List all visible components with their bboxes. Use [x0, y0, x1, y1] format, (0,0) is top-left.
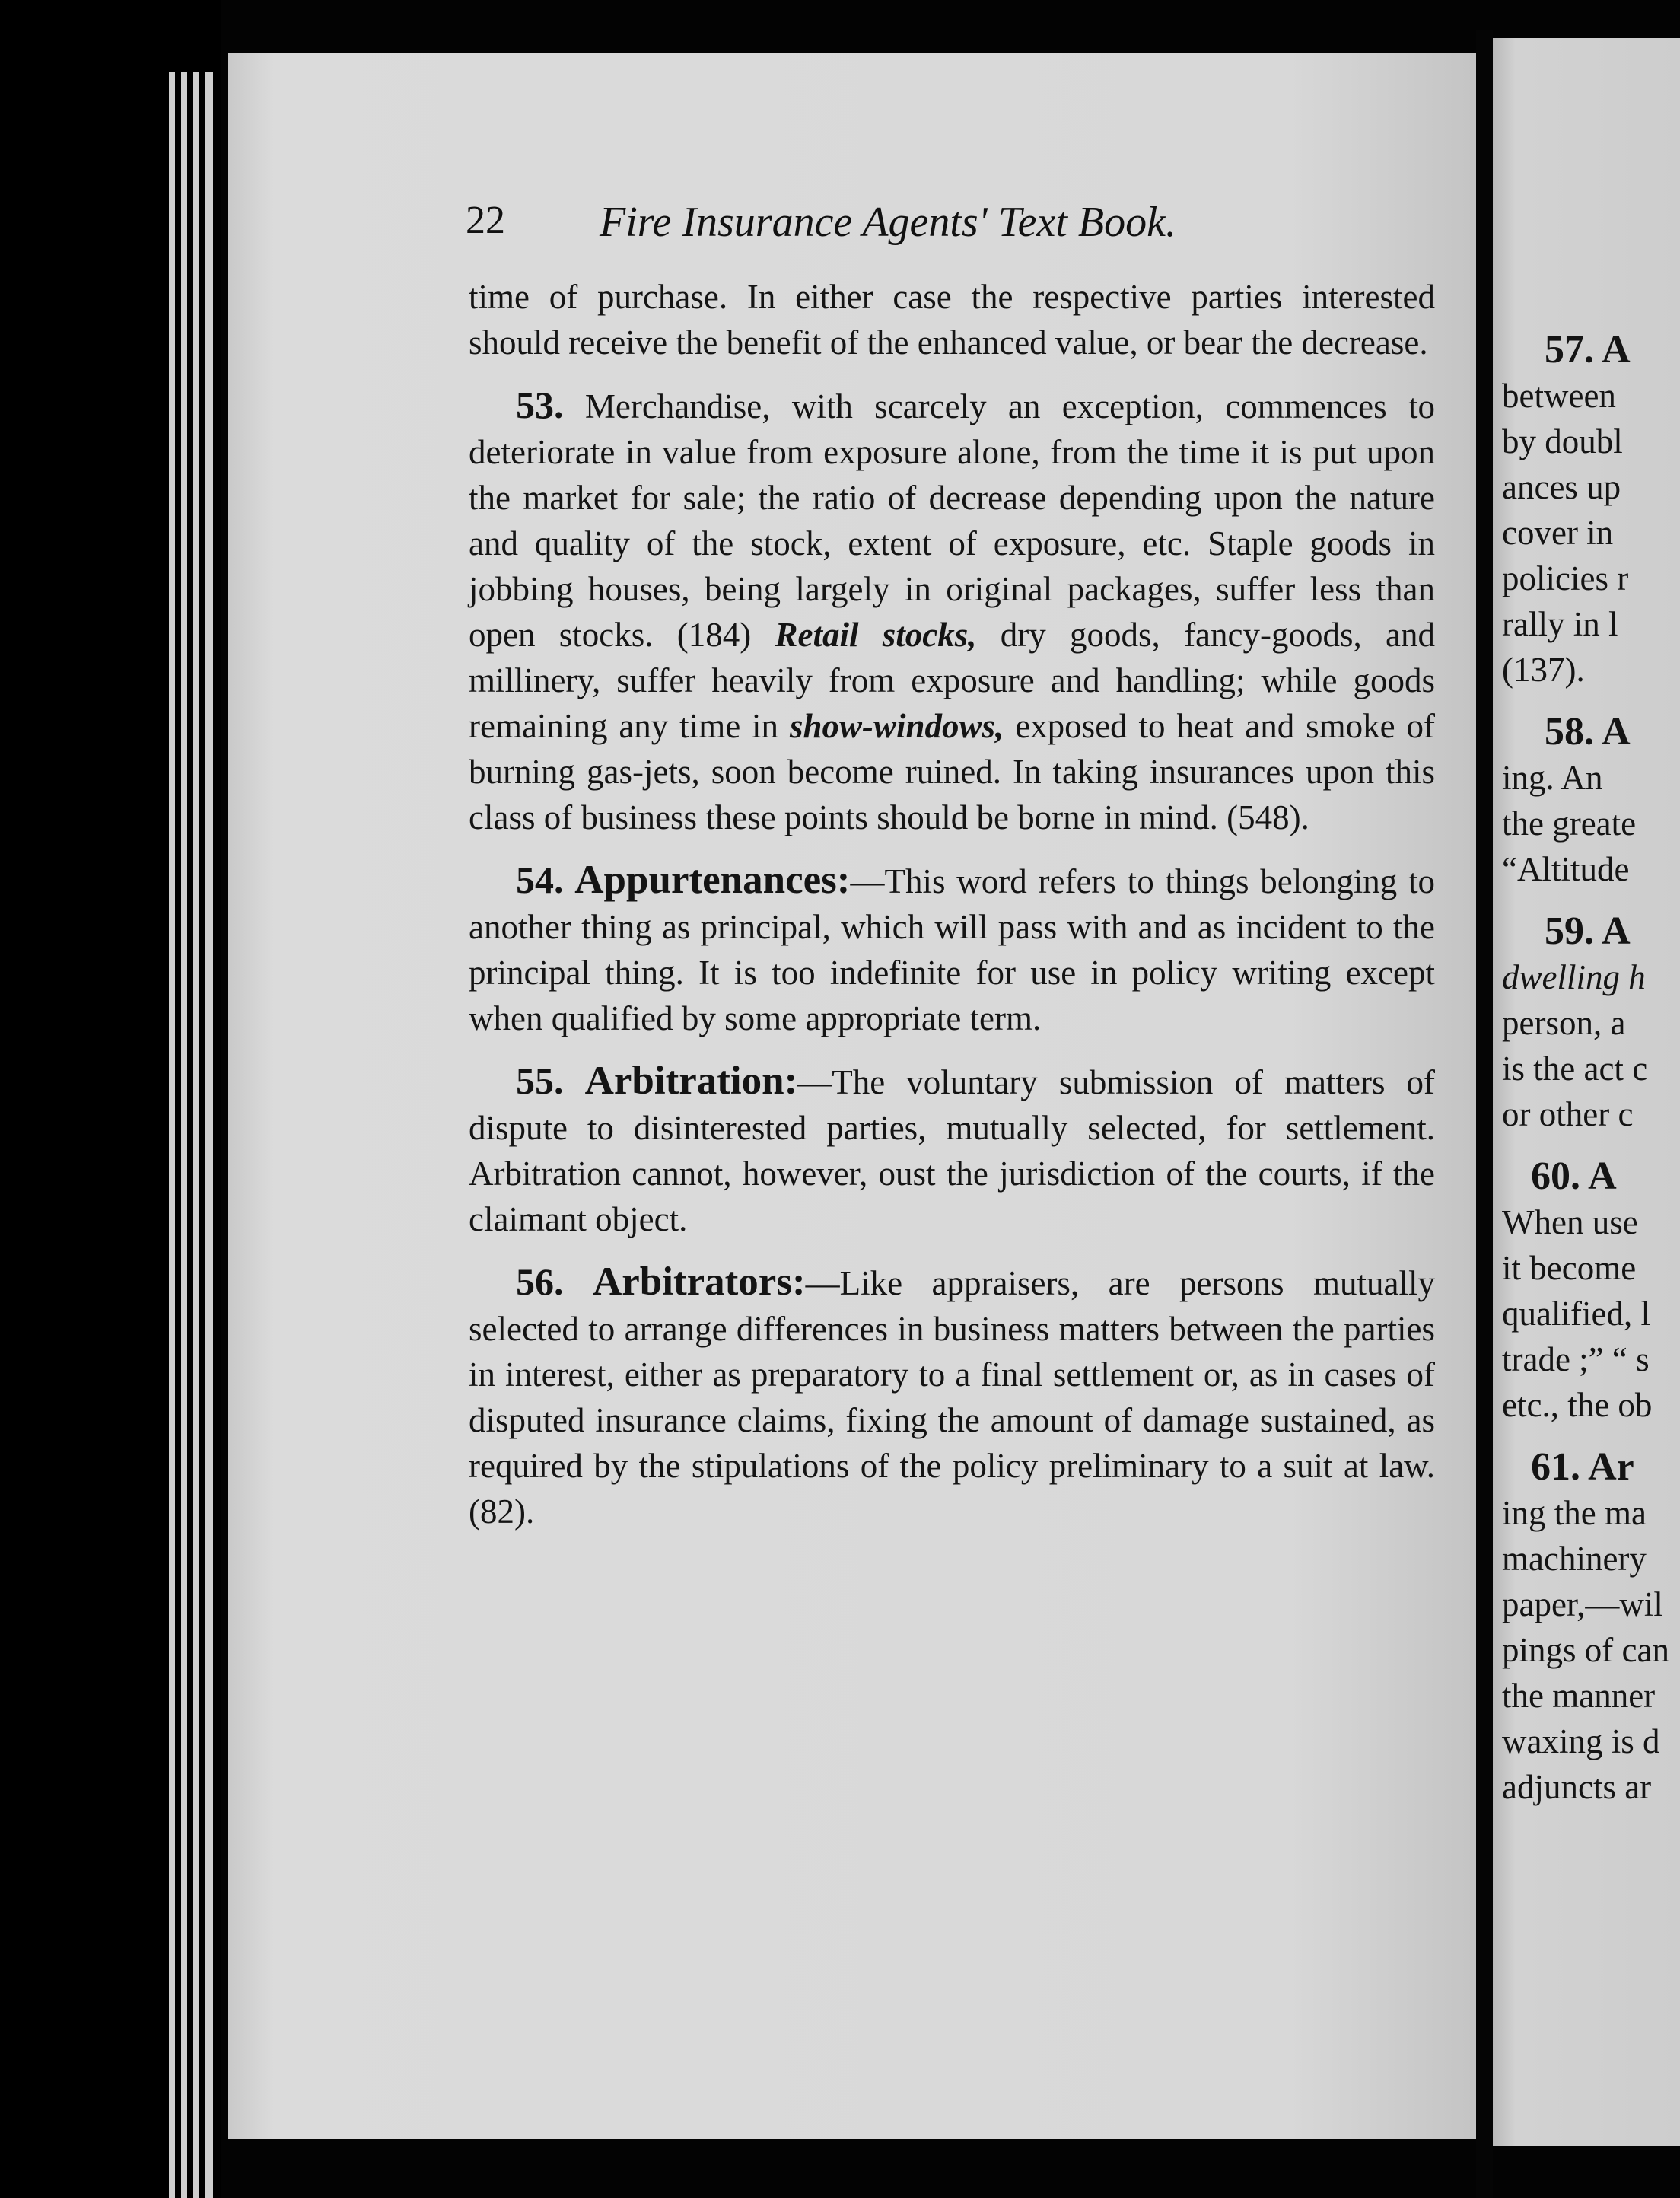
- page-edge-line: [193, 72, 199, 2198]
- right-line: it become: [1502, 1249, 1637, 1287]
- book-gutter: [1476, 30, 1493, 2198]
- right-line: policies r: [1502, 559, 1629, 597]
- paragraph-text: exposed to heat and smoke of burning gas-jets, soon become ruined. In taking insurances upon this class of business these points should be borne in mind. (548).: [469, 707, 1435, 836]
- right-line: dwelling h: [1502, 958, 1646, 996]
- right-line: 57. A: [1545, 328, 1631, 371]
- right-page-text: [1502, 327, 1680, 1810]
- paragraph-text: Merchandise, with scarcely an exception, commences to deteriorate in value from exposure alone, from the time it is put upon the market for sale; the ratio of decrease depending upon the nature and quality of the stock, extent of exposure, etc. Staple goods in jobbing houses, being largely in original packages, suffer less than open stocks. (184): [469, 387, 1436, 654]
- paragraph-continued: [469, 274, 1435, 365]
- italic-term: show-windows,: [789, 707, 1004, 745]
- right-line: 58. A: [1545, 710, 1631, 753]
- right-line: or other c: [1502, 1095, 1634, 1133]
- right-line: When use: [1502, 1203, 1638, 1241]
- paragraph-text: time of purchase. In either case the respective parties interested should receive the benefit of the enhanced value, or bear the decrease.: [469, 278, 1435, 362]
- right-line: waxing is d: [1502, 1722, 1660, 1760]
- right-line: qualified, l: [1502, 1295, 1650, 1333]
- right-line: trade ;” “ s: [1502, 1340, 1650, 1378]
- right-line: etc., the ob: [1502, 1386, 1653, 1424]
- right-line: (137).: [1502, 651, 1585, 689]
- right-line: adjuncts ar: [1502, 1768, 1652, 1806]
- section-number: 55.: [516, 1059, 564, 1102]
- right-line: ing the ma: [1502, 1494, 1647, 1532]
- body-text: [469, 274, 1435, 1551]
- right-line: by doubl: [1502, 422, 1623, 460]
- right-line: 61. Ar: [1531, 1445, 1634, 1489]
- paragraph-54: [469, 857, 1435, 1041]
- section-number: 53.: [516, 384, 564, 426]
- right-line: the manner: [1502, 1677, 1656, 1715]
- right-line: 60. A: [1531, 1155, 1617, 1198]
- section-term: Appurtenances:: [574, 858, 851, 902]
- right-line: “Altitude: [1502, 850, 1630, 888]
- right-line: cover in: [1502, 514, 1614, 552]
- running-title: Fire Insurance Agents' Text Book.: [600, 199, 1176, 246]
- right-line: pings of can: [1502, 1631, 1669, 1669]
- paragraph-55: [469, 1058, 1435, 1242]
- section-term: Arbitrators:: [592, 1260, 806, 1304]
- paragraph-53: [469, 382, 1435, 840]
- paragraph-text: —Like appraisers, are persons mutually selected to arrange differences in business matters between the parties in interest, either as preparatory to a final settlement or, as in cases of disputed insurance claims, fixing the amount of damage sustained, as required by the stipulations of the policy preliminary to a suit at law. (82).: [469, 1264, 1435, 1531]
- right-line: person, a: [1502, 1004, 1626, 1042]
- paragraph-text: dry goods, fancy-goods, and millinery, suffer heavily from exposure and handling; while goods remaining any time in: [469, 616, 1435, 745]
- paragraph-text: —The voluntary submission of matters of dispute to disinterested parties, mutually selected, for settlement. Arbitration cannot, however, oust the jurisdiction of the courts, if the claimant object.: [469, 1063, 1436, 1238]
- right-line: paper,—wil: [1502, 1585, 1663, 1623]
- paragraph-text: —This word refers to things belonging to another thing as principal, which will pass with and as incident to the principal thing. It is too indefinite for use in policy writing except when qualified by some appropriate term.: [469, 862, 1436, 1037]
- page-edge-line: [169, 72, 175, 2198]
- italic-term: Retail stocks,: [775, 616, 977, 654]
- paragraph-56: [469, 1259, 1435, 1534]
- page-edge-line: [181, 72, 187, 2198]
- page-edge-line: [205, 72, 213, 2198]
- right-line: ing. An: [1502, 759, 1603, 797]
- page-number: 22: [466, 199, 505, 242]
- right-line: the greate: [1502, 804, 1637, 843]
- section-number: 54.: [516, 858, 564, 901]
- right-page: [1493, 38, 1680, 2146]
- page-stack-edge: [0, 0, 221, 2198]
- right-line: ances up: [1502, 468, 1621, 506]
- right-line: is the act c: [1502, 1050, 1648, 1088]
- right-line: rally in l: [1502, 605, 1618, 643]
- right-line: machinery: [1502, 1540, 1647, 1578]
- section-term: Arbitration:: [584, 1059, 798, 1103]
- section-number: 56.: [516, 1260, 564, 1303]
- right-line: between: [1502, 377, 1616, 415]
- right-line: 59. A: [1545, 909, 1631, 953]
